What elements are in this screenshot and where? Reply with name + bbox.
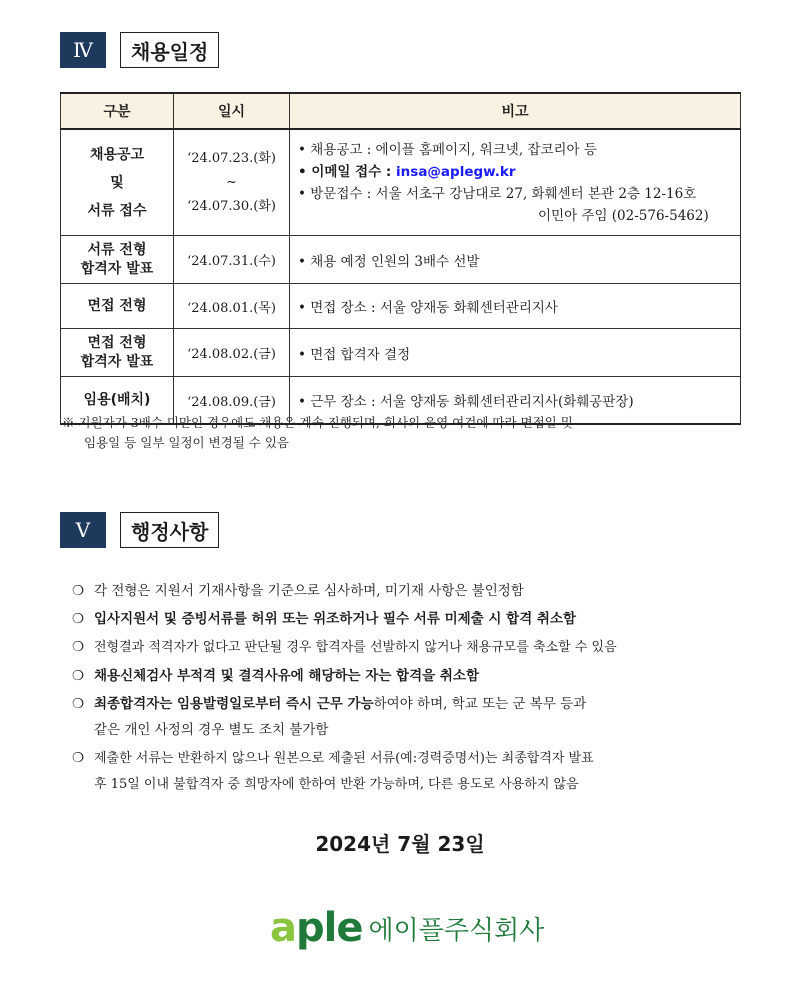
category-line: 서류 전형 — [87, 241, 147, 258]
table-row — [61, 236, 741, 284]
email-link[interactable]: insa@aplegw.kr — [396, 163, 516, 180]
company-name: 에이플주식회사 — [368, 916, 545, 946]
table-header-row — [61, 93, 741, 129]
header-category: 구분 — [61, 93, 174, 129]
section-5-header — [60, 512, 219, 548]
table-row — [61, 329, 741, 377]
item-text-bold: 최종합격자는 임용발령일로부터 즉시 근무 가능 — [94, 696, 374, 712]
row-notes: • 면접 장소 : 서울 양재동 화훼센터관리지사 — [290, 284, 741, 329]
admin-list — [72, 578, 752, 800]
category-line: 임용(배치) — [83, 391, 151, 408]
note-contact: 이민아 주임 (02-576-5462) — [538, 207, 709, 224]
header-notes: 비고 — [290, 93, 741, 129]
row-notes: • 근무 장소 : 서울 양재동 화훼센터관리지사(화훼공판장) — [290, 377, 741, 425]
list-item — [72, 663, 752, 689]
note-email — [298, 161, 739, 183]
schedule-footnote — [62, 413, 744, 453]
section-4-title: 채용일정 — [120, 32, 219, 68]
circle-bullet-icon: ❍ — [72, 750, 85, 766]
table-row — [61, 284, 741, 329]
item-continuation: 후 15일 이내 불합격자 중 희망자에 한하여 반환 가능하며, 다른 용도로 사용하지 않음 — [94, 777, 579, 792]
category-line: 합격자 발표 — [80, 353, 154, 370]
item-text: 하여야 하며, 학교 또는 군 복무 등과 — [373, 696, 587, 712]
row-date: ‘24.08.02.(금) — [174, 329, 290, 377]
list-item — [72, 634, 752, 661]
item-text: 입사지원서 및 증빙서류를 허위 또는 위조하거나 필수 서류 미제출 시 합격 취소함 — [94, 611, 577, 627]
circle-bullet-icon: ❍ — [72, 583, 85, 599]
row-category — [61, 329, 174, 377]
section-5-number: Ⅴ — [60, 512, 106, 548]
circle-bullet-icon: ❍ — [72, 668, 85, 684]
row-category — [61, 284, 174, 329]
category-line: 합격자 발표 — [80, 260, 154, 277]
item-text: 각 전형은 지원서 기재사항을 기준으로 심사하며, 미기재 사항은 불인정함 — [94, 583, 524, 599]
note-email-label: • 이메일 접수 : — [298, 163, 397, 180]
schedule-table — [60, 92, 741, 425]
aple-logo-mark: aple — [270, 905, 363, 951]
note-posting: • 채용공고 : 에이플 홈페이지, 워크넷, 잡코리아 등 — [298, 141, 597, 158]
row-date: ‘24.08.09.(금) — [174, 377, 290, 425]
item-text: 채용신체검사 부적격 및 결격사유에 해당하는 자는 합격을 취소함 — [94, 668, 480, 684]
section-4-header — [60, 32, 219, 68]
note-visit: • 방문접수 : 서울 서초구 강남대로 27, 화훼센터 본관 2층 12-16호 — [298, 185, 697, 202]
list-item — [72, 691, 752, 743]
row-notes: • 면접 합격자 결정 — [290, 329, 741, 377]
category-line: 면접 전형 — [87, 334, 147, 351]
list-item — [72, 745, 752, 798]
row-category — [61, 236, 174, 284]
circle-bullet-icon: ❍ — [72, 611, 85, 627]
row-date: ‘24.08.01.(목) — [174, 284, 290, 329]
table-row — [61, 129, 741, 236]
category-line: 및 — [110, 174, 124, 191]
section-5-title: 행정사항 — [120, 512, 219, 548]
circle-bullet-icon: ❍ — [72, 696, 85, 712]
item-text: 제출한 서류는 반환하지 않으나 원본으로 제출된 서류(예:경력증명서)는 최종합격자 발표 — [94, 751, 594, 766]
category-line: 서류 접수 — [87, 202, 147, 219]
item-text: 전형결과 적격자가 없다고 판단될 경우 합격자를 선발하지 않거나 채용규모를 축소할 수 있음 — [94, 640, 617, 655]
item-continuation: 같은 개인 사정의 경우 별도 조치 불가함 — [94, 722, 329, 738]
document-date: 2024년 7월 23일 — [315, 832, 485, 856]
footnote-line: 임용일 등 일부 일정이 변경될 수 있음 — [84, 435, 289, 450]
row-date — [174, 129, 290, 236]
row-notes: • 채용 예정 인원의 3배수 선발 — [290, 236, 741, 284]
category-line: 면접 전형 — [87, 297, 147, 314]
date-end: ‘24.07.30.(화) — [187, 198, 276, 214]
category-line: 채용공고 — [89, 146, 145, 163]
circle-bullet-icon: ❍ — [72, 639, 85, 655]
company-logo — [270, 905, 545, 951]
section-4-number: Ⅳ — [60, 32, 106, 68]
row-category — [61, 129, 174, 236]
footnote-line: ※ 지원자가 3배수 미만인 경우에도 채용은 계속 진행되며, 회사의 운영 여건에 따라 면접일 및 — [62, 415, 573, 430]
date-separator: ~ — [226, 174, 237, 190]
list-item — [72, 606, 752, 632]
list-item — [72, 578, 752, 604]
row-notes — [290, 129, 741, 236]
row-date: ‘24.07.31.(수) — [174, 236, 290, 284]
header-date: 일시 — [174, 93, 290, 129]
date-start: ‘24.07.23.(화) — [187, 150, 276, 166]
